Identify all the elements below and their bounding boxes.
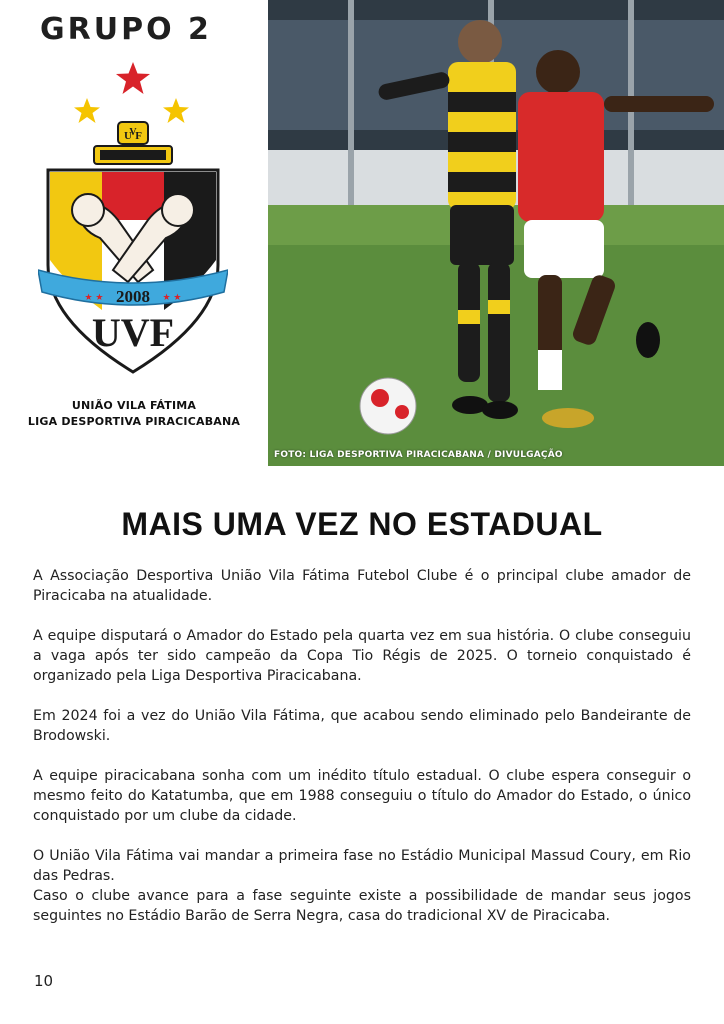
article-paragraph: A equipe disputará o Amador do Estado pela quarta vez em sua história. O clube conseguiu a vaga após ter sido campeão da Copa Tio Régis de 2025. O torneio conquistado é organizado pela Liga Desportiva Piracicabana.	[33, 628, 691, 684]
svg-text:F: F	[135, 130, 142, 142]
svg-text:U: U	[124, 130, 132, 142]
article-paragraph: A Associação Desportiva União Vila Fátima Futebol Clube é o principal clube amador de Piracicaba na atualidade.	[33, 568, 691, 604]
article-paragraph: O União Vila Fátima vai mandar a primeira fase no Estádio Municipal Massud Coury, em Rio das Pedras.	[33, 848, 691, 884]
svg-text:V: V	[129, 127, 137, 138]
soccer-ball-icon	[360, 378, 416, 434]
article-paragraph: Caso o clube avance para a fase seguinte existe a possibilidade de mandar seus jogos seguintes no Estádio Barão de Serra Negra, casa do tradicional XV de Piracicaba.	[33, 888, 691, 924]
red-star-icon	[116, 62, 150, 94]
club-caption	[10, 398, 258, 430]
svg-text:★ ★: ★ ★	[162, 293, 182, 303]
club-name: UNIÃO VILA FÁTIMA	[71, 399, 197, 412]
club-crest-logo	[38, 60, 228, 380]
page-number: 10	[34, 972, 54, 990]
group-title: GRUPO 2	[40, 12, 212, 47]
photo-credit: FOTO: LIGA DESPORTIVA PIRACICABANA / DIVULGAÇÃO	[274, 450, 563, 460]
yellow-star-icon	[163, 98, 189, 123]
league-name: LIGA DESPORTIVA PIRACICABANA	[27, 415, 241, 428]
svg-text:2008: 2008	[116, 287, 150, 306]
article-paragraph: Em 2024 foi a vez do União Vila Fátima, que acabou sendo eliminado pelo Bandeirante de Brodowski.	[33, 708, 691, 744]
match-photo	[268, 0, 724, 466]
svg-text:★ ★: ★ ★	[84, 293, 104, 303]
article-headline: MAIS UMA VEZ NO ESTADUAL	[121, 506, 603, 542]
yellow-star-icon	[74, 98, 100, 123]
article-paragraph: A equipe piracicabana sonha com um inédito título estadual. O clube espera conseguir o mesmo feito do Katatumba, que em 1988 conseguiu o título do Amador do Estado, o único conquistado por um clube da cidade.	[33, 768, 691, 824]
svg-text:UVF: UVF	[91, 310, 175, 355]
article-body	[33, 566, 691, 946]
